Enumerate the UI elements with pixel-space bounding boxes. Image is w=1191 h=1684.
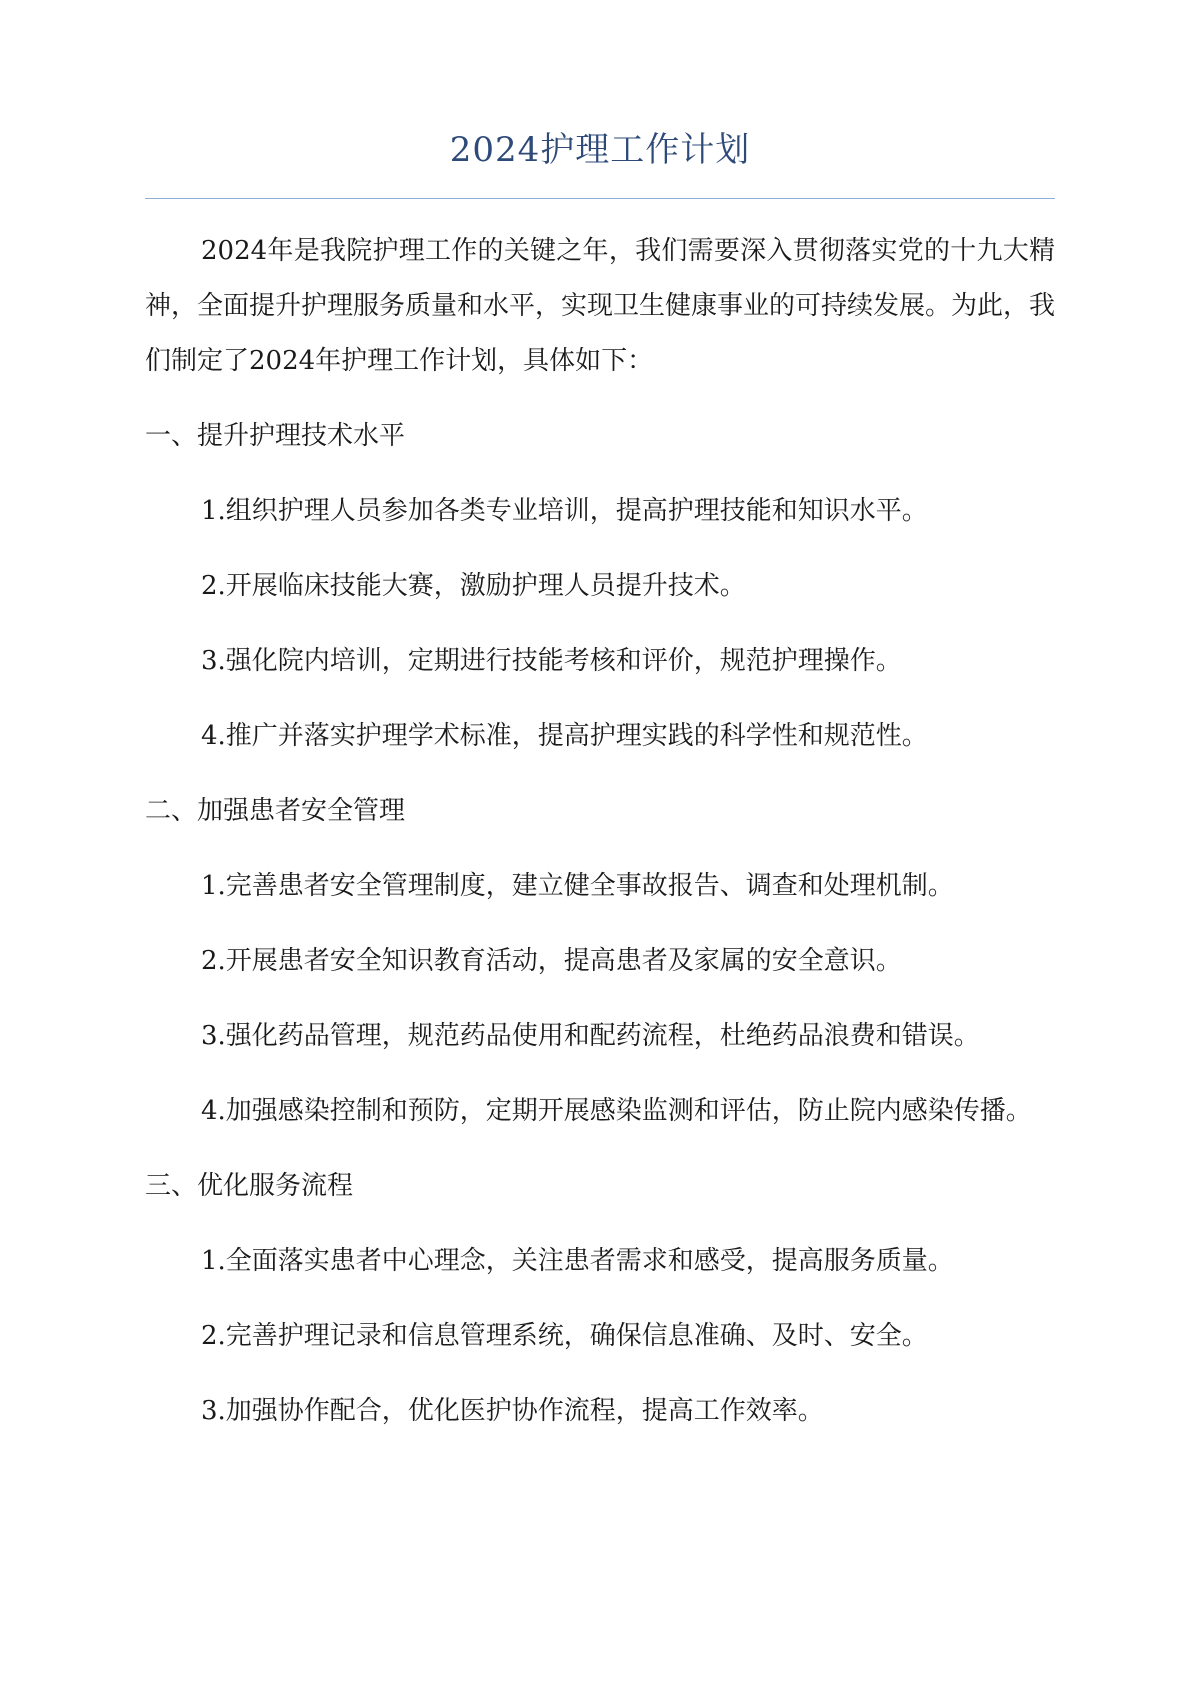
section-3-item-1: 1.全面落实患者中心理念，关注患者需求和感受，提高服务质量。: [201, 1246, 954, 1276]
document-page: [145, 0, 1055, 1684]
section-heading-3: 三、优化服务流程: [145, 1171, 354, 1201]
section-1-item-2: 2.开展临床技能大赛，激励护理人员提升技术。: [201, 571, 746, 601]
section-2-item-4: 4.加强感染控制和预防，定期开展感染监测和评估，防止院内感染传播。: [201, 1096, 1032, 1126]
section-3-item-3: 3.加强协作配合，优化医护协作流程，提高工作效率。: [201, 1396, 824, 1426]
section-heading-2: 二、加强患者安全管理: [145, 796, 406, 826]
section-3-item-2: 2.完善护理记录和信息管理系统，确保信息准确、及时、安全。: [201, 1321, 928, 1351]
section-2-item-2: 2.开展患者安全知识教育活动，提高患者及家属的安全意识。: [201, 946, 902, 976]
title-divider: [145, 198, 1055, 199]
section-2-item-1: 1.完善患者安全管理制度，建立健全事故报告、调查和处理机制。: [201, 871, 954, 901]
document-title: 2024护理工作计划: [449, 130, 751, 170]
section-2-item-3: 3.强化药品管理，规范药品使用和配药流程，杜绝药品浪费和错误。: [201, 1021, 980, 1051]
section-1-item-1: 1.组织护理人员参加各类专业培训，提高护理技能和知识水平。: [201, 496, 928, 526]
section-heading-1: 一、提升护理技术水平: [145, 421, 406, 451]
section-1-item-3: 3.强化院内培训，定期进行技能考核和评价，规范护理操作。: [201, 646, 902, 676]
section-1-item-4: 4.推广并落实护理学术标准，提高护理实践的科学性和规范性。: [201, 721, 928, 751]
intro-paragraph: 2024年是我院护理工作的关键之年，我们需要深入贯彻落实党的十九大精神，全面提升护理服务质量和水平，实现卫生健康事业的可持续发展。为此，我们制定了2024年护理工作计划，具体如下：: [145, 236, 1056, 376]
document-body: [145, 224, 1055, 1459]
